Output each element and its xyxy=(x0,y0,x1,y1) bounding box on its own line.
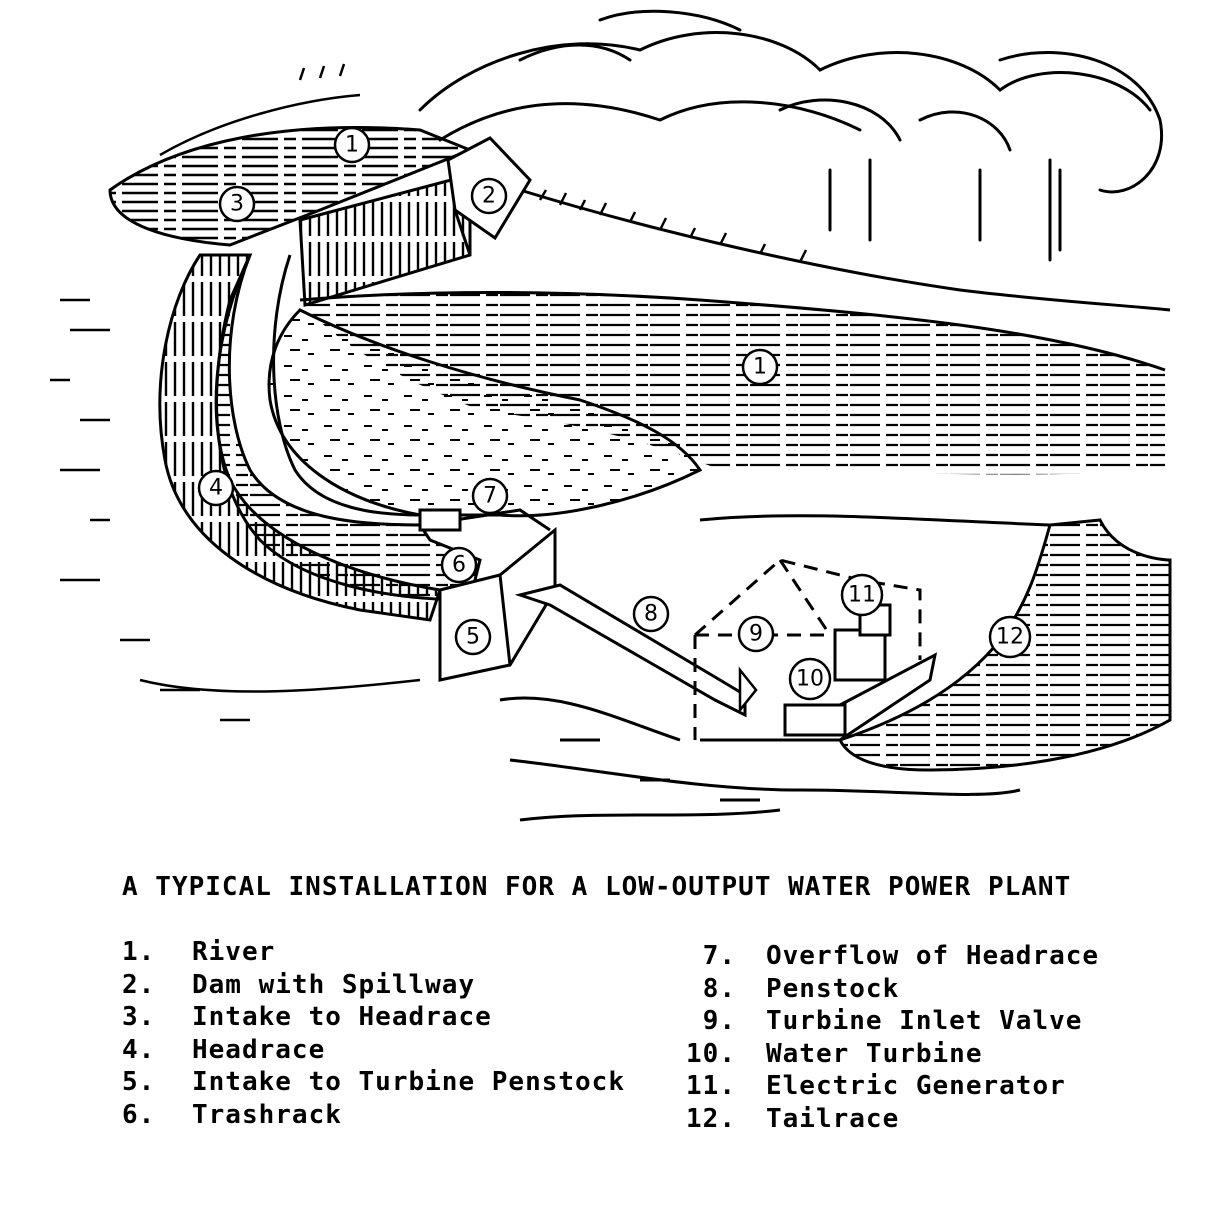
penstock-pipe xyxy=(520,585,745,715)
legend-label: Trashrack xyxy=(192,1099,342,1130)
legend-number: 12. xyxy=(686,1103,736,1134)
svg-text:12: 12 xyxy=(996,624,1024,650)
legend-label: Electric Generator xyxy=(766,1071,1066,1101)
callout-penstock xyxy=(634,597,668,631)
legend-number: 3. xyxy=(122,1002,156,1032)
legend-item xyxy=(684,973,1099,1006)
legend-number: 11. xyxy=(686,1071,736,1101)
callout-overflow xyxy=(473,479,507,513)
legend-number: 8. xyxy=(702,973,736,1004)
legend-label: Headrace xyxy=(192,1034,326,1065)
callout-headrace xyxy=(199,471,233,505)
upper-riverbank xyxy=(520,190,1170,310)
legend-number: 10. xyxy=(686,1038,736,1069)
figure-title: A TYPICAL INSTALLATION FOR A LOW-OUTPUT WATER POWER PLANT xyxy=(122,872,1072,902)
callout-river-lower xyxy=(743,350,777,384)
svg-text:3: 3 xyxy=(230,191,244,217)
legend-item xyxy=(122,1001,625,1034)
legend-item xyxy=(122,936,625,969)
legend-item xyxy=(684,1005,1099,1038)
svg-text:4: 4 xyxy=(209,475,223,501)
legend-item xyxy=(684,940,1099,973)
svg-text:6: 6 xyxy=(452,552,466,578)
legend-item xyxy=(122,1034,625,1067)
svg-text:2: 2 xyxy=(482,183,496,209)
legend-item xyxy=(122,969,625,1002)
svg-text:10: 10 xyxy=(796,666,824,692)
svg-text:7: 7 xyxy=(483,483,497,509)
svg-text:1: 1 xyxy=(753,354,767,380)
legend-item xyxy=(684,1070,1099,1103)
legend-label: Intake to Turbine Penstock xyxy=(192,1067,625,1097)
legend-item xyxy=(122,1099,625,1132)
legend-number: 2. xyxy=(122,969,156,1000)
legend-number: 9. xyxy=(702,1006,736,1036)
legend-label: Intake to Headrace xyxy=(192,1002,492,1032)
legend-label: River xyxy=(192,937,276,967)
legend-label: Overflow of Headrace xyxy=(766,941,1100,971)
svg-text:9: 9 xyxy=(749,621,763,647)
legend-label: Water Turbine xyxy=(766,1038,983,1069)
callout-generator xyxy=(842,575,882,615)
callout-tailrace xyxy=(990,617,1030,657)
callout-water-turbine xyxy=(790,659,830,699)
legend-item xyxy=(684,1038,1099,1071)
callout-intake-headrace xyxy=(220,187,254,221)
legend-item xyxy=(684,1103,1099,1136)
svg-text:1: 1 xyxy=(345,132,359,158)
callout-trashrack xyxy=(442,548,476,582)
callout-river-upper xyxy=(335,128,369,162)
callout-intake-penstock xyxy=(456,620,490,654)
legend-number: 1. xyxy=(122,937,156,967)
legend-number: 6. xyxy=(122,1099,156,1130)
legend-label: Tailrace xyxy=(766,1103,900,1134)
legend-right-column xyxy=(684,940,1099,1135)
svg-text:5: 5 xyxy=(466,624,480,650)
background-trees xyxy=(420,11,1162,260)
legend-left-column xyxy=(122,936,625,1131)
svg-text:11: 11 xyxy=(848,582,876,608)
legend-number: 5. xyxy=(122,1067,156,1097)
callout-inlet-valve xyxy=(739,617,773,651)
legend-item xyxy=(122,1066,625,1099)
legend-label: Penstock xyxy=(766,973,900,1004)
legend-number: 4. xyxy=(122,1034,156,1065)
svg-text:8: 8 xyxy=(644,601,658,627)
legend-number: 7. xyxy=(702,941,736,971)
callout-dam xyxy=(472,179,506,213)
legend-label: Turbine Inlet Valve xyxy=(766,1006,1083,1036)
legend-label: Dam with Spillway xyxy=(192,969,476,1000)
